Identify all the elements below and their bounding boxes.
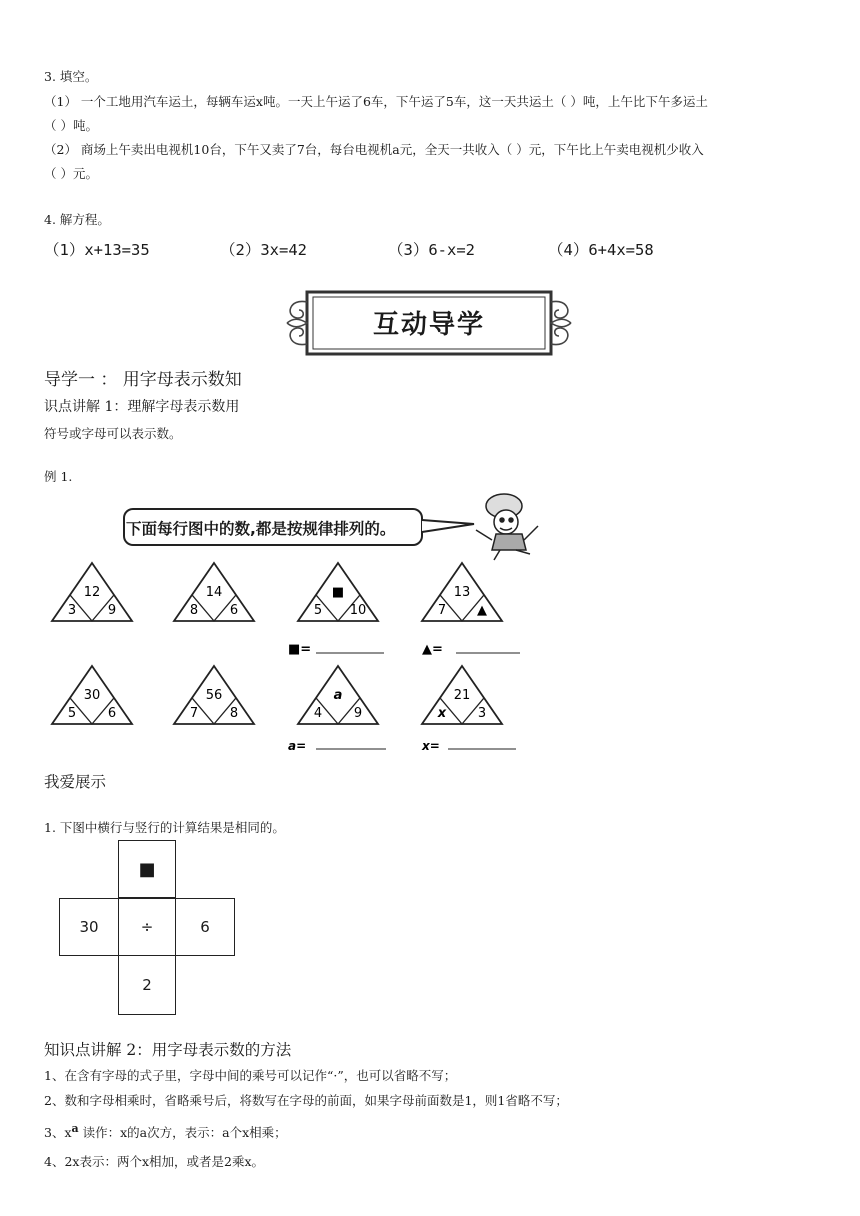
triangle-left-number: 5 [67,706,77,721]
equation-3: （3）6-x=2 [388,241,475,259]
cartoon-character-icon [476,494,538,560]
triangle-left-number: 3 [67,603,77,618]
knowledge-point-2: 知识点讲解 2：用字母表示数的方法 [44,1041,292,1059]
q2-line1: （2） 商场上午卖出电视机10台，下午又卖了7台，每台电视机a元，全天一共收入（ ）元，下午比上午卖电视机少收入 [44,142,704,157]
number-triangle [52,666,132,724]
rule-3-suffix: 读作：x的a次方，表示：a个x相乘； [78,1125,287,1141]
equation-1: （1）x+13=35 [44,241,150,259]
number-triangle [298,563,378,621]
operation-grid [59,840,235,1016]
triangle-right-number: 8 [229,706,239,721]
speech-bubble-text: 下面每行图中的数,都是按规律排列的。 [126,520,396,538]
rule-4: 4、2x表示：两个x相加，或者是2乘x。 [44,1154,265,1169]
rule-2: 2、数和字母相乘时，省略乘号后，将数写在字母的前面，如果字母前面数是1，则1省略不写； [44,1093,568,1108]
grid-cell-top: ■ [118,840,176,898]
show-title: 我爱展示 [44,773,107,791]
equation-2: （2）3x=42 [220,241,307,259]
knowledge-point-1: 识点讲解 1：理解字母表示数用 [44,399,240,415]
triangle-top-number: 21 [453,688,471,703]
answer-square-label: ■= [288,642,312,657]
equation-4: （4）6+4x=58 [548,241,654,259]
triangle-top-number: 56 [205,688,223,703]
number-triangle [174,563,254,621]
answer-x-label: x= [422,739,440,753]
q1-line2: （ ）吨。 [44,118,98,133]
triangle-left-number: 7 [437,603,447,618]
number-triangle [422,666,502,724]
triangle-left-number: 5 [313,603,323,618]
number-triangle [174,666,254,724]
answer-triangle-label: ▲= [422,642,443,657]
triangle-left-number: 7 [189,706,199,721]
triangle-right-number: 6 [229,603,239,618]
triangle-top-number: 12 [83,585,101,600]
section4-heading: 4. 解方程。 [44,212,110,227]
number-triangle [298,666,378,724]
triangle-right-number: 9 [107,603,117,618]
guide1-title: 导学一 ： 用字母表示数知 [44,370,242,390]
grid-cell-center: ÷ [118,898,176,956]
section-banner [283,288,575,358]
triangle-right-number: 3 [477,706,487,721]
triangle-left-number: 4 [313,706,323,721]
number-triangle [422,563,502,621]
rule-3-prefix: 3、x [44,1125,72,1141]
number-triangle [52,563,132,621]
q1-line1: （1） 一个工地用汽车运土，每辆车运x吨。一天上午运了6车，下午运了5车，这一天共运土（ ）吨，上午比下午多运土 [44,94,708,109]
triangle-right-number: 9 [353,706,363,721]
grid-cell-bottom: 2 [118,955,176,1015]
answer-a-label: a= [288,739,307,753]
rule-3-superscript: a [71,1122,79,1135]
example-label: 例 1. [44,469,73,484]
section3-heading: 3. 填空。 [44,69,98,84]
q2-line2: （ ）元。 [44,166,98,181]
banner-title: 互动导学 [372,310,485,340]
rule-1: 1、在含有字母的式子里，字母中间的乘号可以记作“·”，也可以省略不写； [44,1068,457,1083]
triangle-top-number: ■ [331,585,345,600]
triangle-right-number: 6 [107,706,117,721]
example-figure [44,486,564,758]
triangle-left-number: 8 [189,603,199,618]
triangle-top-number: a [333,688,343,703]
triangle-right-number: 10 [349,603,367,618]
point1-text: 符号或字母可以表示数。 [44,426,182,441]
rule-3 [44,1122,287,1141]
triangle-top-number: 30 [83,688,101,703]
show-q1: 1. 下图中横行与竖行的计算结果是相同的。 [44,820,285,835]
grid-cell-left: 30 [59,898,119,956]
triangle-top-number: 13 [453,585,471,600]
triangle-top-number: 14 [205,585,223,600]
grid-cell-right: 6 [175,898,235,956]
triangle-left-number: x [437,706,447,721]
triangle-right-number: ▲ [477,603,487,618]
